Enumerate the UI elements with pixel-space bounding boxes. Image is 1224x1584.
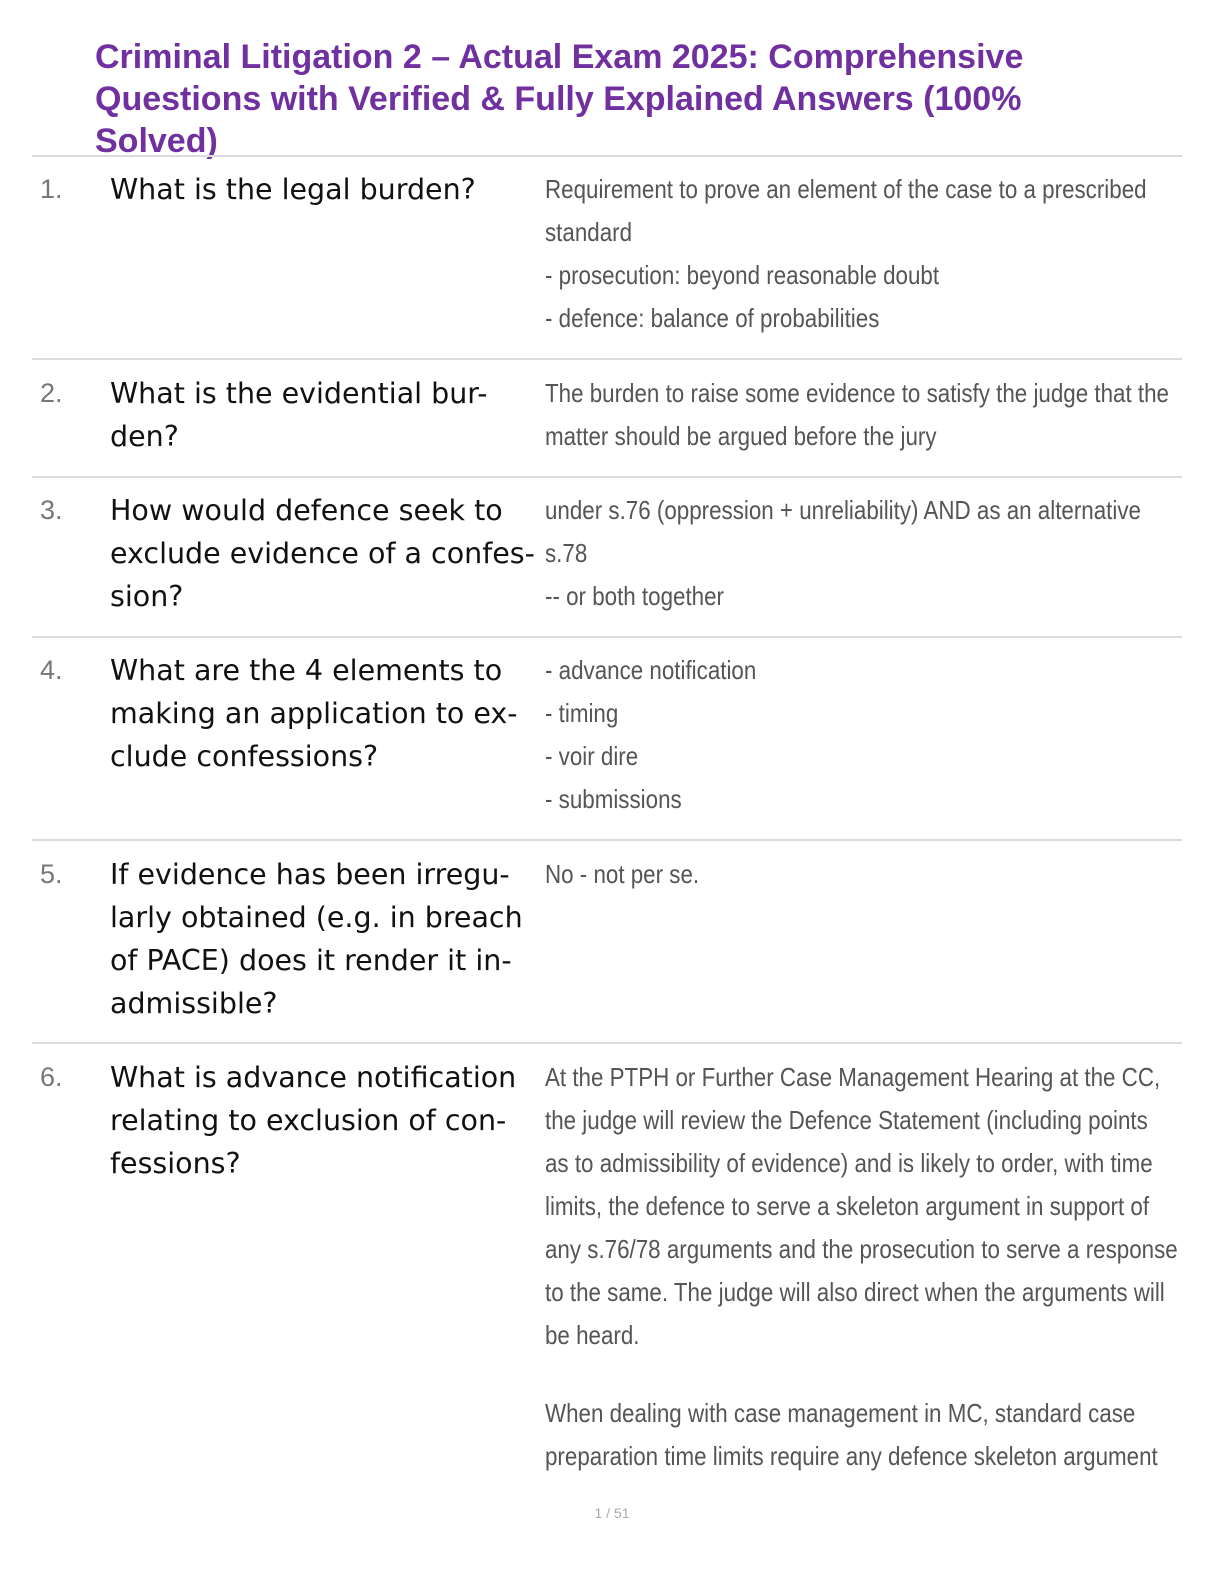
item-number: 6. bbox=[40, 1062, 63, 1092]
answer-text bbox=[545, 853, 1087, 896]
question-line: of PACE) does it render it in- bbox=[110, 944, 512, 977]
divider bbox=[32, 155, 1182, 157]
item-number: 3. bbox=[40, 495, 63, 525]
divider bbox=[32, 636, 1182, 638]
answer-line: The burden to raise some evidence to satisfy the judge that the bbox=[545, 378, 1169, 408]
title-line: Solved) bbox=[95, 122, 218, 160]
question-text bbox=[110, 372, 550, 458]
question-line: relating to exclusion of con- bbox=[110, 1104, 507, 1137]
answer-line: standard bbox=[545, 217, 633, 247]
question-text bbox=[110, 168, 550, 211]
answer-line: any s.76/78 arguments and the prosecution to serve a response bbox=[545, 1234, 1178, 1264]
answer-line: be heard. bbox=[545, 1320, 640, 1350]
answer-line: - defence: balance of probabilities bbox=[545, 303, 880, 333]
page-number: 1 / 51 bbox=[594, 1505, 630, 1521]
answer-line: as to admissibility of evidence) and is likely to order, with time bbox=[545, 1148, 1153, 1178]
item-number: 1. bbox=[40, 174, 63, 204]
answer-line: limits, the defence to serve a skeleton argument in support of bbox=[545, 1191, 1150, 1221]
title-line: Criminal Litigation 2 – Actual Exam 2025: Comprehensive bbox=[95, 38, 1024, 76]
divider bbox=[32, 839, 1182, 841]
answer-line: - submissions bbox=[545, 784, 682, 814]
question-line: What are the 4 elements to bbox=[110, 654, 503, 687]
answer-line: Requirement to prove an element of the case to a prescribed bbox=[545, 174, 1147, 204]
question-line: clude confessions? bbox=[110, 740, 379, 773]
question-line: admissible? bbox=[110, 987, 278, 1020]
question-text bbox=[110, 649, 550, 778]
question-line: What is the legal burden? bbox=[110, 173, 476, 206]
answer-text bbox=[545, 1056, 1178, 1478]
question-line: What is the evidential bur- bbox=[110, 377, 488, 410]
answer-line: -- or both together bbox=[545, 581, 724, 611]
question-line: If evidence has been irregu- bbox=[110, 858, 510, 891]
paragraph-gap bbox=[545, 1357, 1087, 1392]
question-line: What is advance notification bbox=[110, 1061, 517, 1094]
question-line: den? bbox=[110, 420, 179, 453]
answer-line: to the same. The judge will also direct when the arguments will bbox=[545, 1277, 1165, 1307]
answer-text bbox=[545, 489, 1141, 618]
question-text bbox=[110, 489, 550, 618]
answer-line: - prosecution: beyond reasonable doubt bbox=[545, 260, 940, 290]
answer-line: - voir dire bbox=[545, 741, 639, 771]
question-line: exclude evidence of a confes- bbox=[110, 537, 535, 570]
answer-text bbox=[545, 168, 1147, 340]
question-line: larly obtained (e.g. in breach bbox=[110, 901, 523, 934]
answer-line: preparation time limits require any defence skeleton argument bbox=[545, 1441, 1158, 1471]
item-number: 4. bbox=[40, 655, 63, 685]
question-text bbox=[110, 1056, 550, 1185]
title-line: Questions with Verified & Fully Explained Answers (100% bbox=[95, 80, 1022, 118]
answer-text bbox=[545, 372, 1169, 458]
question-line: fessions? bbox=[110, 1147, 241, 1180]
item-number: 5. bbox=[40, 859, 63, 889]
question-text bbox=[110, 853, 550, 1025]
answer-line: matter should be argued before the jury bbox=[545, 421, 937, 451]
question-line: How would defence seek to bbox=[110, 494, 503, 527]
answer-line: the judge will review the Defence Statement (including points bbox=[545, 1105, 1148, 1135]
answer-text bbox=[545, 649, 1087, 821]
divider bbox=[32, 1042, 1182, 1044]
document-title bbox=[95, 36, 1095, 162]
answer-line: - advance notification bbox=[545, 655, 757, 685]
answer-line: When dealing with case management in MC, standard case bbox=[545, 1398, 1136, 1428]
question-line: making an application to ex- bbox=[110, 697, 518, 730]
divider bbox=[32, 476, 1182, 478]
question-line: sion? bbox=[110, 580, 184, 613]
answer-line: s.78 bbox=[545, 538, 588, 568]
answer-line: - timing bbox=[545, 698, 619, 728]
item-number: 2. bbox=[40, 378, 63, 408]
answer-line: At the PTPH or Further Case Management Hearing at the CC, bbox=[545, 1062, 1161, 1092]
answer-line: No - not per se. bbox=[545, 859, 700, 889]
answer-line: under s.76 (oppression + unreliability) AND as an alternative bbox=[545, 495, 1141, 525]
divider bbox=[32, 358, 1182, 360]
